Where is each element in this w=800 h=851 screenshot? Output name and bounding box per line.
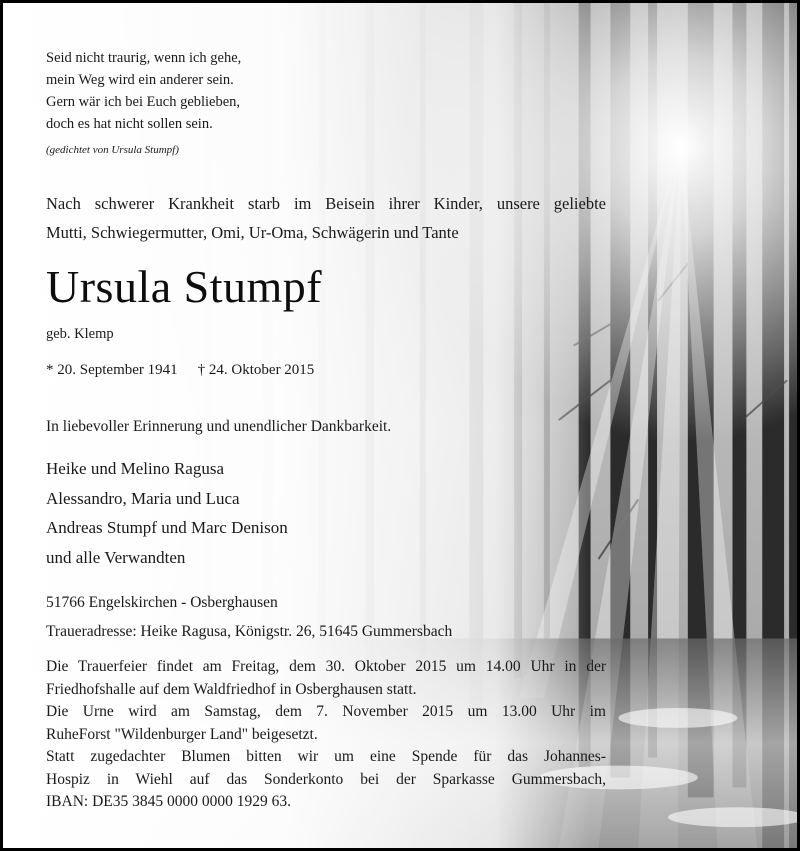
- funeral-line: Hospiz in Wiehl auf das Sonderkonto bei der Sparkasse Gummersbach,: [46, 770, 606, 788]
- poem-line: mein Weg wird ein anderer sein.: [46, 72, 234, 88]
- birth-date: * 20. September 1941: [46, 362, 178, 378]
- funeral-line: RuheForst "Wildenburger Land" beigesetzt.: [46, 725, 318, 743]
- announcement-line: Mutti, Schwiegermutter, Omi, Ur-Oma, Schwägerin und Tante: [46, 223, 459, 242]
- life-dates: [46, 362, 314, 379]
- death-announcement: [46, 189, 606, 247]
- deceased-name: Ursula Stumpf: [46, 261, 323, 312]
- address-block: [46, 588, 452, 646]
- mourner: Alessandro, Maria und Luca: [46, 488, 240, 508]
- mourner: Andreas Stumpf und Marc Denison: [46, 518, 288, 537]
- maiden-name: geb. Klemp: [46, 326, 114, 342]
- remembrance-line: In liebevoller Erinnerung und unendlicher Dankbarkeit.: [46, 418, 392, 435]
- poem-line: Gern wär ich bei Euch geblieben,: [46, 94, 241, 110]
- death-date: † 24. Oktober 2015: [197, 362, 315, 378]
- poem-credit: (gedichtet von Ursula Stumpf): [46, 144, 179, 156]
- funeral-line: Statt zugedachter Blumen bitten wir um eine Spende für das Johannes-: [46, 748, 606, 765]
- mourner: und alle Verwandten: [46, 547, 186, 567]
- announcement-line: Nach schwerer Krankheit starb im Beisein ihrer Kinder, unsere geliebte: [46, 194, 606, 213]
- poem: [46, 47, 241, 162]
- poem-line: Seid nicht traurig, wenn ich gehe,: [46, 50, 242, 66]
- funeral-line: Friedhofshalle auf dem Waldfriedhof in Osberghausen statt.: [46, 680, 417, 698]
- funeral-line: IBAN: DE35 3845 0000 0000 1929 63.: [46, 793, 291, 810]
- funeral-line: Die Urne wird am Samstag, dem 7. November 2015 um 13.00 Uhr im: [46, 703, 606, 720]
- funeral-details: [46, 656, 606, 814]
- mourners-list: [46, 454, 288, 572]
- mourning-address: Traueradresse: Heike Ragusa, Königstr. 26, 51645 Gummersbach: [46, 623, 453, 640]
- poem-line: doch es hat nicht sollen sein.: [46, 116, 213, 132]
- mourner: Heike und Melino Ragusa: [46, 459, 224, 478]
- place: 51766 Engelskirchen - Osberghausen: [46, 594, 278, 611]
- funeral-line: Die Trauerfeier findet am Freitag, dem 30. Oktober 2015 um 14.00 Uhr in der: [46, 658, 606, 675]
